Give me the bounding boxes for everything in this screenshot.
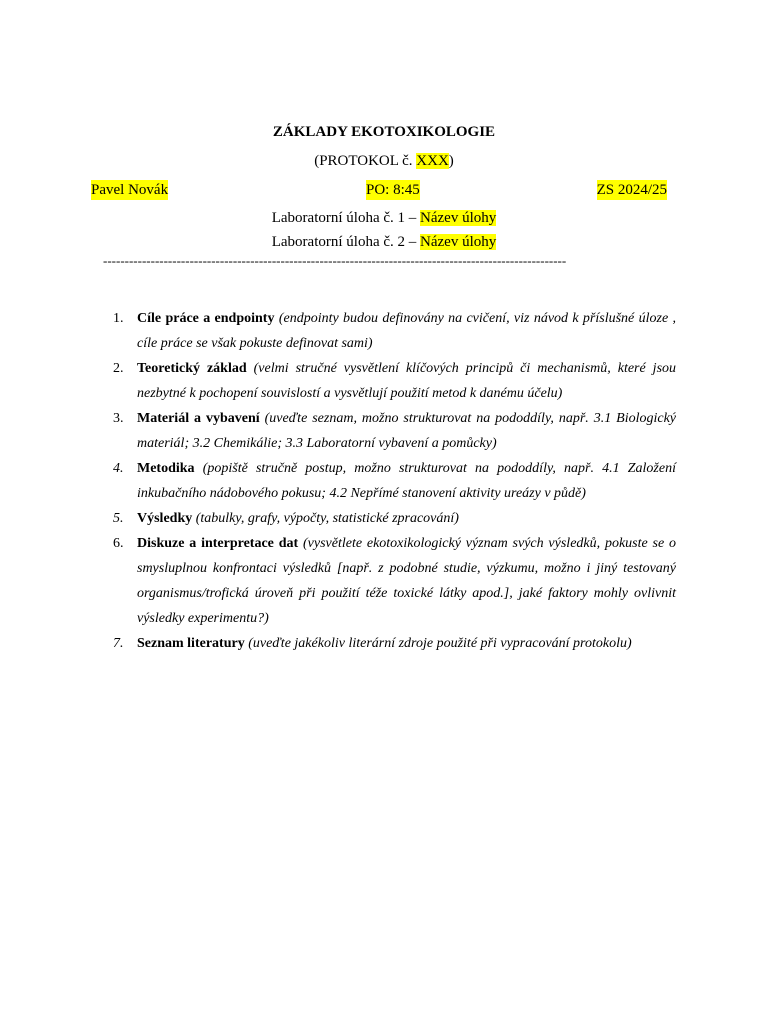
lab-task-1 <box>0 208 768 228</box>
lab-task-1-name: Název úlohy <box>420 210 497 226</box>
section-description: (vysvětlete ekotoxikologický význam svých výsledků, pokuste se o smysluplnou konfrontaci výsledků [např. z podobné studie, výzkumu, možno i jiný testovaný organismus/trofická úroveň při použití téže toxické látky apod.], jaké faktory mohly ovlivnit výsledky experimentu?) <box>137 536 676 626</box>
lab-task-2-prefix: Laboratorní úloha č. 2 – <box>271 234 421 250</box>
document-title: ZÁKLADY EKOTOXIKOLOGIE <box>272 124 496 140</box>
section-description: (velmi stručné vysvětlení klíčových principů či mechanismů, které jsou nezbytné k pochopení souvislostí a vysvětlují použití metod k danému účelu) <box>137 361 677 401</box>
section-description: (tabulky, grafy, výpočty, statistické zpracování) <box>195 511 459 526</box>
lab-task-1-prefix: Laboratorní úloha č. 1 – <box>271 210 421 226</box>
semester-term: ZS 2024/25 <box>596 182 667 198</box>
section-title: Metodika <box>137 461 195 476</box>
section-title: Cíle práce a endpointy <box>137 311 275 326</box>
dashed-separator: ----------------------------------------------------------------------------------------------------------- <box>103 253 567 268</box>
section-description: (uveďte seznam, možno strukturovat na pododdíly, např. 3.1 Biologický materiál; 3.2 Chemikálie; 3.3 Laboratorní vybavení a pomůcky) <box>137 411 676 451</box>
section-number: 4. <box>113 461 124 476</box>
section-title: Teoretický základ <box>137 361 247 376</box>
section-number: 5. <box>113 511 124 526</box>
section-description: (popiště stručně postup, možno strukturovat na pododdíly, např. 4.1 Založení inkubačního nádobového pokusu; 4.2 Nepřímé stanovení aktivity ureázy v půdě) <box>137 461 676 501</box>
section-description: (endpointy budou definovány na cvičení, viz návod k příslušné úloze , cíle práce se však pokuste definovat sami) <box>137 311 676 351</box>
section-title: Diskuze a interpretace dat <box>137 536 299 551</box>
protocol-suffix: ) <box>448 153 454 169</box>
lab-task-2-name: Název úlohy <box>420 234 497 250</box>
section-item <box>103 306 676 356</box>
section-title: Výsledky <box>137 511 193 526</box>
section-item <box>103 356 676 406</box>
protocol-prefix: (PROTOKOL č. <box>314 153 417 169</box>
section-number: 2. <box>113 361 124 376</box>
section-title: Seznam literatury <box>137 636 245 651</box>
time-slot: PO: 8:45 <box>366 182 420 198</box>
section-list <box>103 306 676 656</box>
info-row <box>91 180 667 200</box>
section-item <box>103 506 676 531</box>
section-number: 1. <box>113 311 124 326</box>
section-title: Materiál a vybavení <box>137 411 260 426</box>
section-item <box>103 406 676 456</box>
section-item <box>103 456 676 506</box>
author-name: Pavel Novák <box>91 182 169 198</box>
protocol-number: XXX <box>416 153 449 169</box>
section-description: (uveďte jakékoliv literární zdroje použité při vypracování protokolu) <box>248 636 632 651</box>
section-number: 6. <box>113 536 124 551</box>
section-number: 7. <box>113 636 124 651</box>
section-item <box>103 531 676 631</box>
section-number: 3. <box>113 411 124 426</box>
lab-task-2 <box>0 232 768 252</box>
section-item <box>103 631 676 656</box>
protocol-line <box>0 151 768 171</box>
